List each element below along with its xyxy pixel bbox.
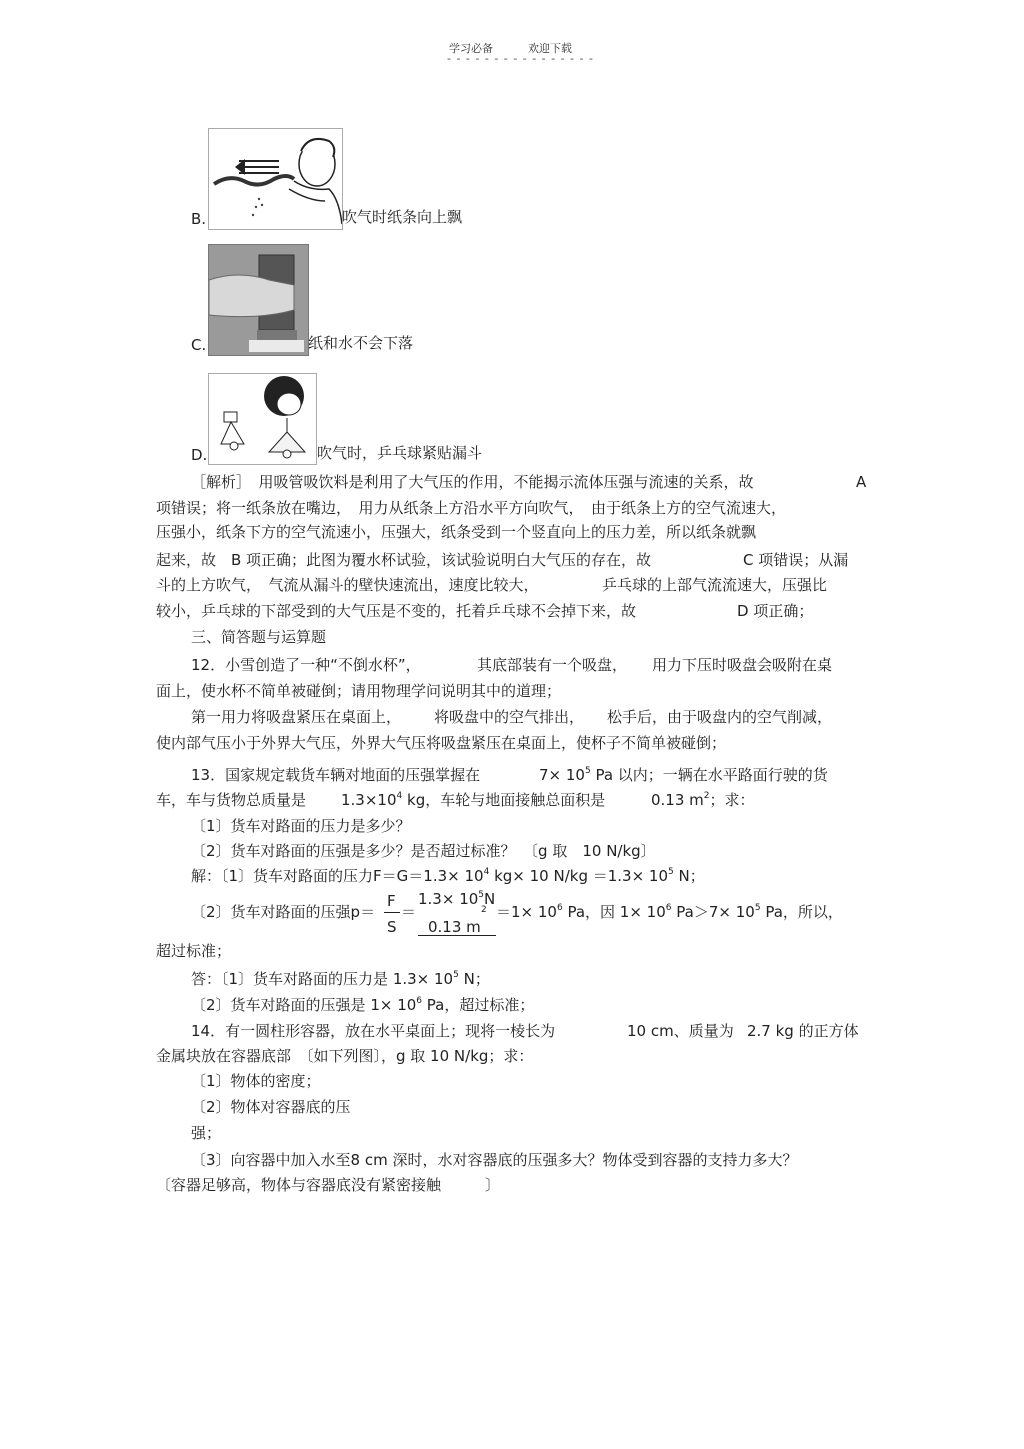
q13-answer-2: 〔2〕货车对路面的压强是 $1\times 10^6$ Pa，超过标准； xyxy=(191,996,535,1014)
q13-part-1: 〔1〕货车对路面的压力是多少？ xyxy=(191,817,411,835)
header-left: 学习必备 xyxy=(449,42,493,55)
q14-line-2: 金属块放在容器底部 〔如下列图〕，g 取 10 N/kg；求： xyxy=(156,1047,534,1065)
analysis-line-6-end: D 项正确； xyxy=(737,602,814,620)
q14-part-3: 〔3〕向容器中加入水至8 cm 深时，水对容器底的压强多大？物体受到容器的支持力多大？ xyxy=(191,1151,798,1169)
q13-part-2: 〔2〕货车对路面的压强是多少？是否超过标准？ 〔g 取 10 N/kg〕 xyxy=(191,842,656,860)
q12-line-1b: 其底部装有一个吸盘， xyxy=(477,656,628,674)
q12-answer-1c: 松手后，由于吸盘内的空气削减， xyxy=(607,708,833,726)
option-c-label: C. xyxy=(191,336,207,354)
q13-solution-3: 超过标准； xyxy=(156,942,232,960)
q14-note-close: 〕 xyxy=(485,1176,501,1194)
q13-area: 0.13 $m^2$；求： xyxy=(651,791,755,809)
q12-line-1c: 用力下压时吸盘会吸附在桌 xyxy=(652,656,833,674)
option-d-label: D. xyxy=(191,446,208,464)
fraction-value-bar xyxy=(418,935,496,936)
header-right: 欢迎下载 xyxy=(528,42,572,55)
q14-line-1b: 10 cm、质量为 xyxy=(627,1022,734,1040)
q12-answer-1a: 第一用力将吸盘紧压在桌面上， xyxy=(191,708,402,726)
option-b-text: 吹气时纸条向上飘 xyxy=(342,208,463,226)
q12-line-1a: 12．小雪创造了一种“不倒水杯”， xyxy=(191,656,421,674)
q13-solution-1: 解：〔1〕货车对路面的压力$F=G=1.3\times 10^4$ kg× 10 $N/kg =1.3\times 10^5$ N； xyxy=(191,867,705,885)
analysis-line-4-end: C 项错误；从漏 xyxy=(743,551,849,569)
fraction-f-bar xyxy=(384,912,400,913)
fraction-f-denominator: S xyxy=(387,918,397,936)
q13-limit: $7\times 10^5$ Pa 以内；一辆在水平路面行驶的货 xyxy=(539,766,828,784)
q13-mass: $1.3\times 10^4$ kg，车轮与地面接触总面积是 xyxy=(341,791,606,809)
q14-line-1a: 14．有一圆柱形容器，放在水平桌面上；现将一棱长为 xyxy=(191,1022,556,1040)
analysis-line-4: 起来，故 B 项正确；此图为覆水杯试验，该试验说明白大气压的存在，故 xyxy=(156,551,652,569)
analysis-line-5: 斗的上方吹气， 气流从漏斗的壁快速流出，速度比较大， xyxy=(156,576,539,594)
q14-part-2: 〔2〕物体对容器底的压 xyxy=(191,1098,351,1116)
option-c-text: 纸和水不会下落 xyxy=(308,334,414,352)
analysis-line-1-option: A xyxy=(856,473,867,491)
q13-line-1a: 13．国家规定载货车辆对地面的压强掌握在 xyxy=(191,766,481,784)
fraction-value-numerator: $1.3\times 10^5N$ xyxy=(418,890,496,908)
q14-note: 〔容器足够高，物体与容器底没有紧密接触 xyxy=(156,1176,442,1194)
q14-part-2-cont: 强； xyxy=(191,1124,222,1142)
analysis-line-6: 较小，乒乓球的下部受到的大气压是不变的，托着乒乓球不会掉下来，故 xyxy=(156,602,637,620)
analysis-line-2: 项错误；将一纸条放在嘴边， 用力从纸条上方沿水平方向吹气， 由于纸条上方的空气流速大， xyxy=(156,499,787,517)
header-rule: - - - - - - - - - - - - - - - - xyxy=(447,52,594,65)
equals-sign: ＝ xyxy=(401,903,417,921)
q12-line-2: 面上，使水杯不简单被碰倒；请用物理学问说明其中的道理； xyxy=(156,682,562,700)
fraction-f-numerator: F xyxy=(387,892,396,910)
fraction-value-denominator: 0.13 m xyxy=(428,918,481,936)
analysis-line-3: 压强小，纸条下方的空气流速小，压强大，纸条受到一个竖直向上的压力差，所以纸条就飘 xyxy=(156,523,757,541)
q12-answer-2: 使内部气压小于外界大气压，外界大气压将吸盘紧压在桌面上，使杯子不简单被碰倒； xyxy=(156,734,727,752)
q13-solution-2-end: $=1\times 10^6$ Pa，因 $1\times 10^6$ $Pa>7\times 10^5$ Pa，所以， xyxy=(496,903,843,921)
q13-answer-1: 答：〔1〕货车对路面的压力是 $1.3\times 10^5$ N； xyxy=(191,970,490,988)
q13-line-2a: 车，车与货物总质量是 xyxy=(156,791,307,809)
option-d-text: 吹气时，乒乓球紧贴漏斗 xyxy=(317,444,483,462)
figure-funnel-pingpong xyxy=(208,373,317,465)
q14-part-1: 〔1〕物体的密度； xyxy=(191,1072,321,1090)
section-heading: 三、简答题与运算题 xyxy=(191,628,327,646)
q13-solution-2-start: 〔2〕货车对路面的压强p＝ xyxy=(191,903,376,921)
figure-inverted-cup xyxy=(208,244,309,356)
figure-blowing-paper-strip xyxy=(208,128,343,230)
area-unit-exponent: 2 xyxy=(481,905,487,915)
analysis-line-5-end: 乒乓球的上部气流流速大，压强比 xyxy=(602,576,828,594)
option-b-label: B. xyxy=(191,210,207,228)
analysis-line-1: ［解析］ 用吸管吸饮料是利用了大气压的作用，不能揭示流体压强与流速的关系，故 xyxy=(191,473,754,491)
q14-line-1c: 2.7 kg 的正方体 xyxy=(747,1022,859,1040)
q12-answer-1b: 将吸盘中的空气排出， xyxy=(434,708,585,726)
